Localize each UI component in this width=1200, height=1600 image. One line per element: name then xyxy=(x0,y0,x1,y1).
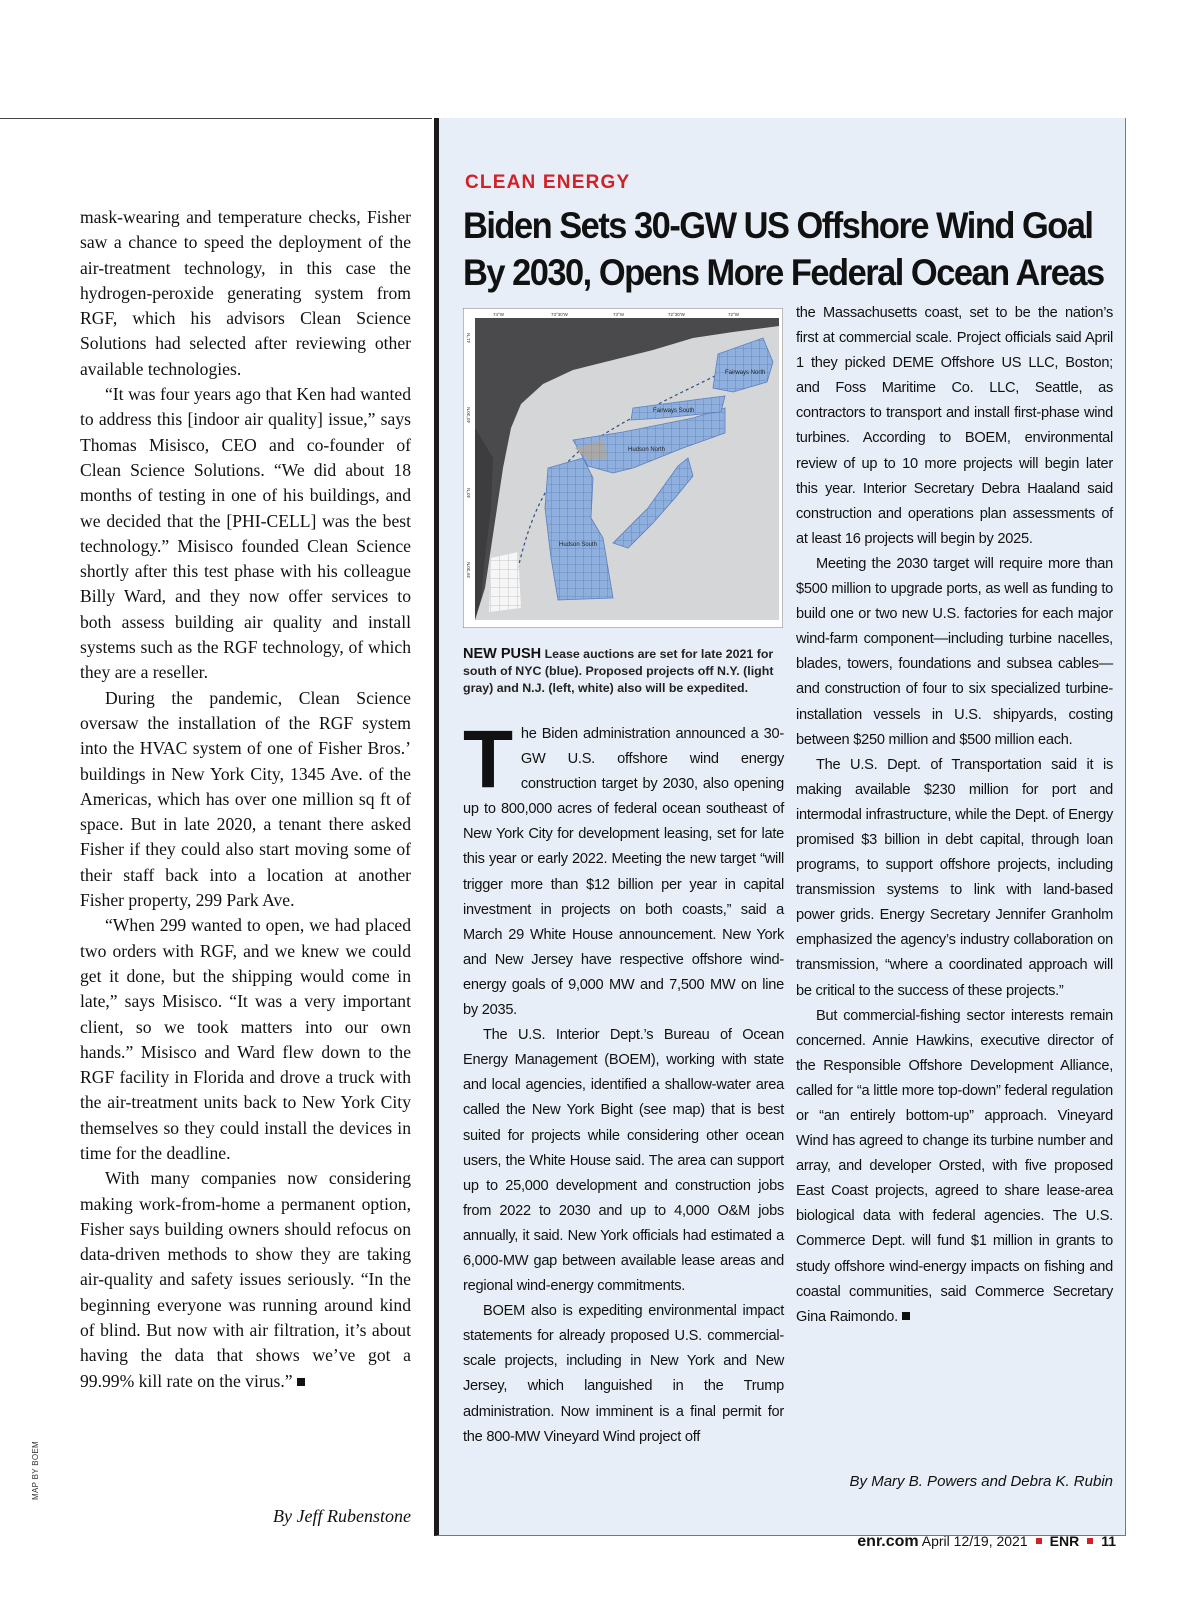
sidebar-paragraph-4: the Massachusetts coast, set to be the nation’s first at commercial scale. Project officials said April 1 they picked DEME Offshore US LLC, Boston; and Foss Maritime Co. LLC, Seattle, as contractors to transport and install first-phase wind turbines. According to BOEM, environmental review of up to 10 more projects will begin later this year. Interior Secretary Debra Haaland said construction and operations plan assessments of at least 16 projects will begin by 2025. xyxy=(796,305,1113,547)
footer-separator xyxy=(1036,1538,1042,1544)
sidebar-byline: By Mary B. Powers and Debra K. Rubin xyxy=(849,1473,1113,1490)
map-lat-tick: 40°N xyxy=(466,487,471,498)
sidebar-paragraph-7-text: But commercial-fishing sector interests remain concerned. Annie Hawkins, executive director of the Responsible Offshore Development Alliance, called for “a little more top-down” federal regulation or “an entirely bottom-up” approach. Vineyard Wind has agreed to change its turbine number and array, and developer Orsted, with five proposed East Coast projects, agreed to share lease-area biological data with federal agencies. The U.S. Commerce Dept. will fund $1 million in grants to study offshore wind-energy impacts on fishing and coastal communities, said Commerce Secretary Gina Raimondo. xyxy=(796,1007,1113,1325)
end-mark xyxy=(902,1312,910,1320)
footer-date: April 12/19, 2021 xyxy=(921,1533,1028,1549)
sidebar-paragraph-5: Meeting the 2030 target will require more than $500 million to upgrade ports, as well as funding to build one or two new U.S. factories for each major wind-farm component—including turbine nacelles, blades, towers, foundations and subsea cables—and construction of four to six specialized turbine-installation vessels in U.S. shipyards, costing between $250 million and $500 million each. xyxy=(796,555,1113,748)
map-label-hudson-north: Hudson North xyxy=(628,447,666,453)
end-mark xyxy=(297,1378,305,1386)
drop-cap: T xyxy=(463,714,513,805)
headline-line-2: By 2030, Opens More Federal Ocean Areas xyxy=(463,252,1104,293)
left-paragraph-5 xyxy=(80,1166,411,1394)
page-footer xyxy=(857,1533,1116,1551)
sidebar-paragraph-7 xyxy=(796,1004,1113,1330)
map-lat-tick: 39°30'N xyxy=(466,562,471,578)
map-lat-tick: 41°N xyxy=(466,332,471,343)
map-label-fairways-south: Fairways South xyxy=(653,408,695,414)
headline-line-1: Biden Sets 30-GW US Offshore Wind Goal xyxy=(463,205,1093,246)
caption-lead: NEW PUSH xyxy=(463,646,542,662)
map-lon-tick: 73°W xyxy=(613,312,625,317)
headline xyxy=(463,202,1104,296)
sidebar-paragraph-1 xyxy=(463,714,784,1023)
map-lon-tick: 72°W xyxy=(728,312,740,317)
map-lon-tick: 72°30'W xyxy=(668,312,685,317)
sidebar-paragraph-6: The U.S. Dept. of Transportation said it is making available $230 million for port and intermodal infrastructure, while the Dept. of Energy promised $3 billion in debt capital, through loan programs, to support offshore projects, including transmission systems to link with land-based power grids. Energy Secretary Jennifer Granholm emphasized the agency’s industry collaboration on transmission, “where a coordinated approach will be critical to the success of these projects.” xyxy=(796,756,1113,999)
left-paragraph-3: During the pandemic, Clean Science oversaw the installation of the RGF system into the HVAC system of one of Fisher Bros.’ buildings in New York City, 1345 Ave. of the Americas, which has over one million sq ft of space. But in late 2020, a tenant there asked Fisher if they could also start moving some of their staff back into a location at another Fisher property, 299 Park Ave. xyxy=(80,687,411,911)
left-paragraph-4: “When 299 wanted to open, we had placed two orders with RGF, and we knew we could get it done, but the shipping would come in late,” says Misisco. “It was a very important client, so we took matters into our own hands.” Misisco and Ward flew down to the RGF facility in Florida and drove a truck with the air-treatment units back to New York City themselves so they could install the devices in time for the deadline. xyxy=(80,915,411,1163)
footer-publication: ENR xyxy=(1049,1533,1080,1549)
left-paragraph-1: mask-wearing and temperature checks, Fisher saw a chance to speed the deployment of the air-treatment technology, in this case the hydrogen-peroxide generating system from RGF, which his advisors Clean Science Solutions had selected after reviewing other available technologies. xyxy=(80,207,411,379)
map-area-proposed-nj xyxy=(489,552,521,612)
sidebar-paragraph-2: The U.S. Interior Dept.’s Bureau of Ocean Energy Management (BOEM), working with state and local agencies, identified a shallow-water area called the New York Bight (see map) that is best suited for projects while considering other ocean users, the White House said. The area can support up to 25,000 development and construction jobs from 2022 to 2030 and up to 4,000 O&M jobs annually, it said. New York officials had estimated a 6,000-MW gap between available lease areas and regional wind-energy commitments. xyxy=(463,1027,784,1295)
sidebar-paragraph-1-text: he Biden administration announced a 30-GW U.S. offshore wind energy construction target by 2030, also opening up to 800,000 acres of federal ocean southeast of New York City for development leasing, set for late this year or early 2022. Meeting the new target “will trigger more than $12 billion per year in capital investment in projects on both coasts,” said a March 29 White House announcement. New York and New Jersey have respective offshore wind-energy goals of 9,000 MW and 7,500 MW on line by 2035. xyxy=(463,726,784,1019)
offshore-lease-map xyxy=(463,308,783,628)
left-paragraph-5-text: With many companies now considering making work-from-home a permanent option, Fisher says building owners should refocus on data-driven methods to show they are taking air-quality and safety issues seriously. “In the beginning everyone was running around kind of blind. But now with air filtration, it’s about having the data that shows we’ve got a 99.99% kill rate on the virus.” xyxy=(80,1168,411,1391)
map-lon-tick: 74°W xyxy=(493,312,505,317)
map-label-hudson-south: Hudson South xyxy=(559,542,598,548)
map-lon-tick: 73°30'W xyxy=(551,312,568,317)
top-rule xyxy=(0,118,432,119)
sidebar-column-1 xyxy=(463,714,784,1450)
caption-text: Lease auctions are set for late 2021 for south of NYC (blue). Proposed projects off N.Y. (light gray) and N.J. (left, white) also will be expedited. xyxy=(463,647,774,695)
footer-site: enr.com xyxy=(857,1533,919,1550)
map-label-fairways-north: Fairways North xyxy=(725,370,766,376)
left-article-column xyxy=(80,205,411,1394)
sidebar-column-2 xyxy=(796,301,1113,1330)
left-paragraph-2: “It was four years ago that Ken had wanted to address this [indoor air quality] issue,” says Thomas Misisco, CEO and co-founder of Clean Science Solutions. “We did about 18 months of testing in one of his buildings, and we decided that the [PHI-CELL] was the best technology.” Misisco founded Clean Science shortly after this test phase with his colleague Billy Ward, and they now offer services to both assess building air quality and install systems such as the RGF technology, of which they are a reseller. xyxy=(80,384,411,683)
footer-separator xyxy=(1087,1538,1093,1544)
sidebar-paragraph-3: BOEM also is expediting environmental impact statements for already proposed U.S. commercial-scale projects, including in New York and New Jersey, which languished in the Trump administration. Now imminent is a final permit for the 800-MW Vineyard Wind project off xyxy=(463,1303,784,1445)
section-kicker: CLEAN ENERGY xyxy=(465,172,631,193)
page-number: 11 xyxy=(1101,1533,1116,1549)
map-credit: MAP BY BOEM xyxy=(31,1440,40,1500)
map-lat-tick: 40°30'N xyxy=(466,407,471,423)
left-article-byline: By Jeff Rubenstone xyxy=(273,1506,411,1526)
sidebar-article xyxy=(434,118,1126,1536)
map-caption xyxy=(463,646,797,697)
